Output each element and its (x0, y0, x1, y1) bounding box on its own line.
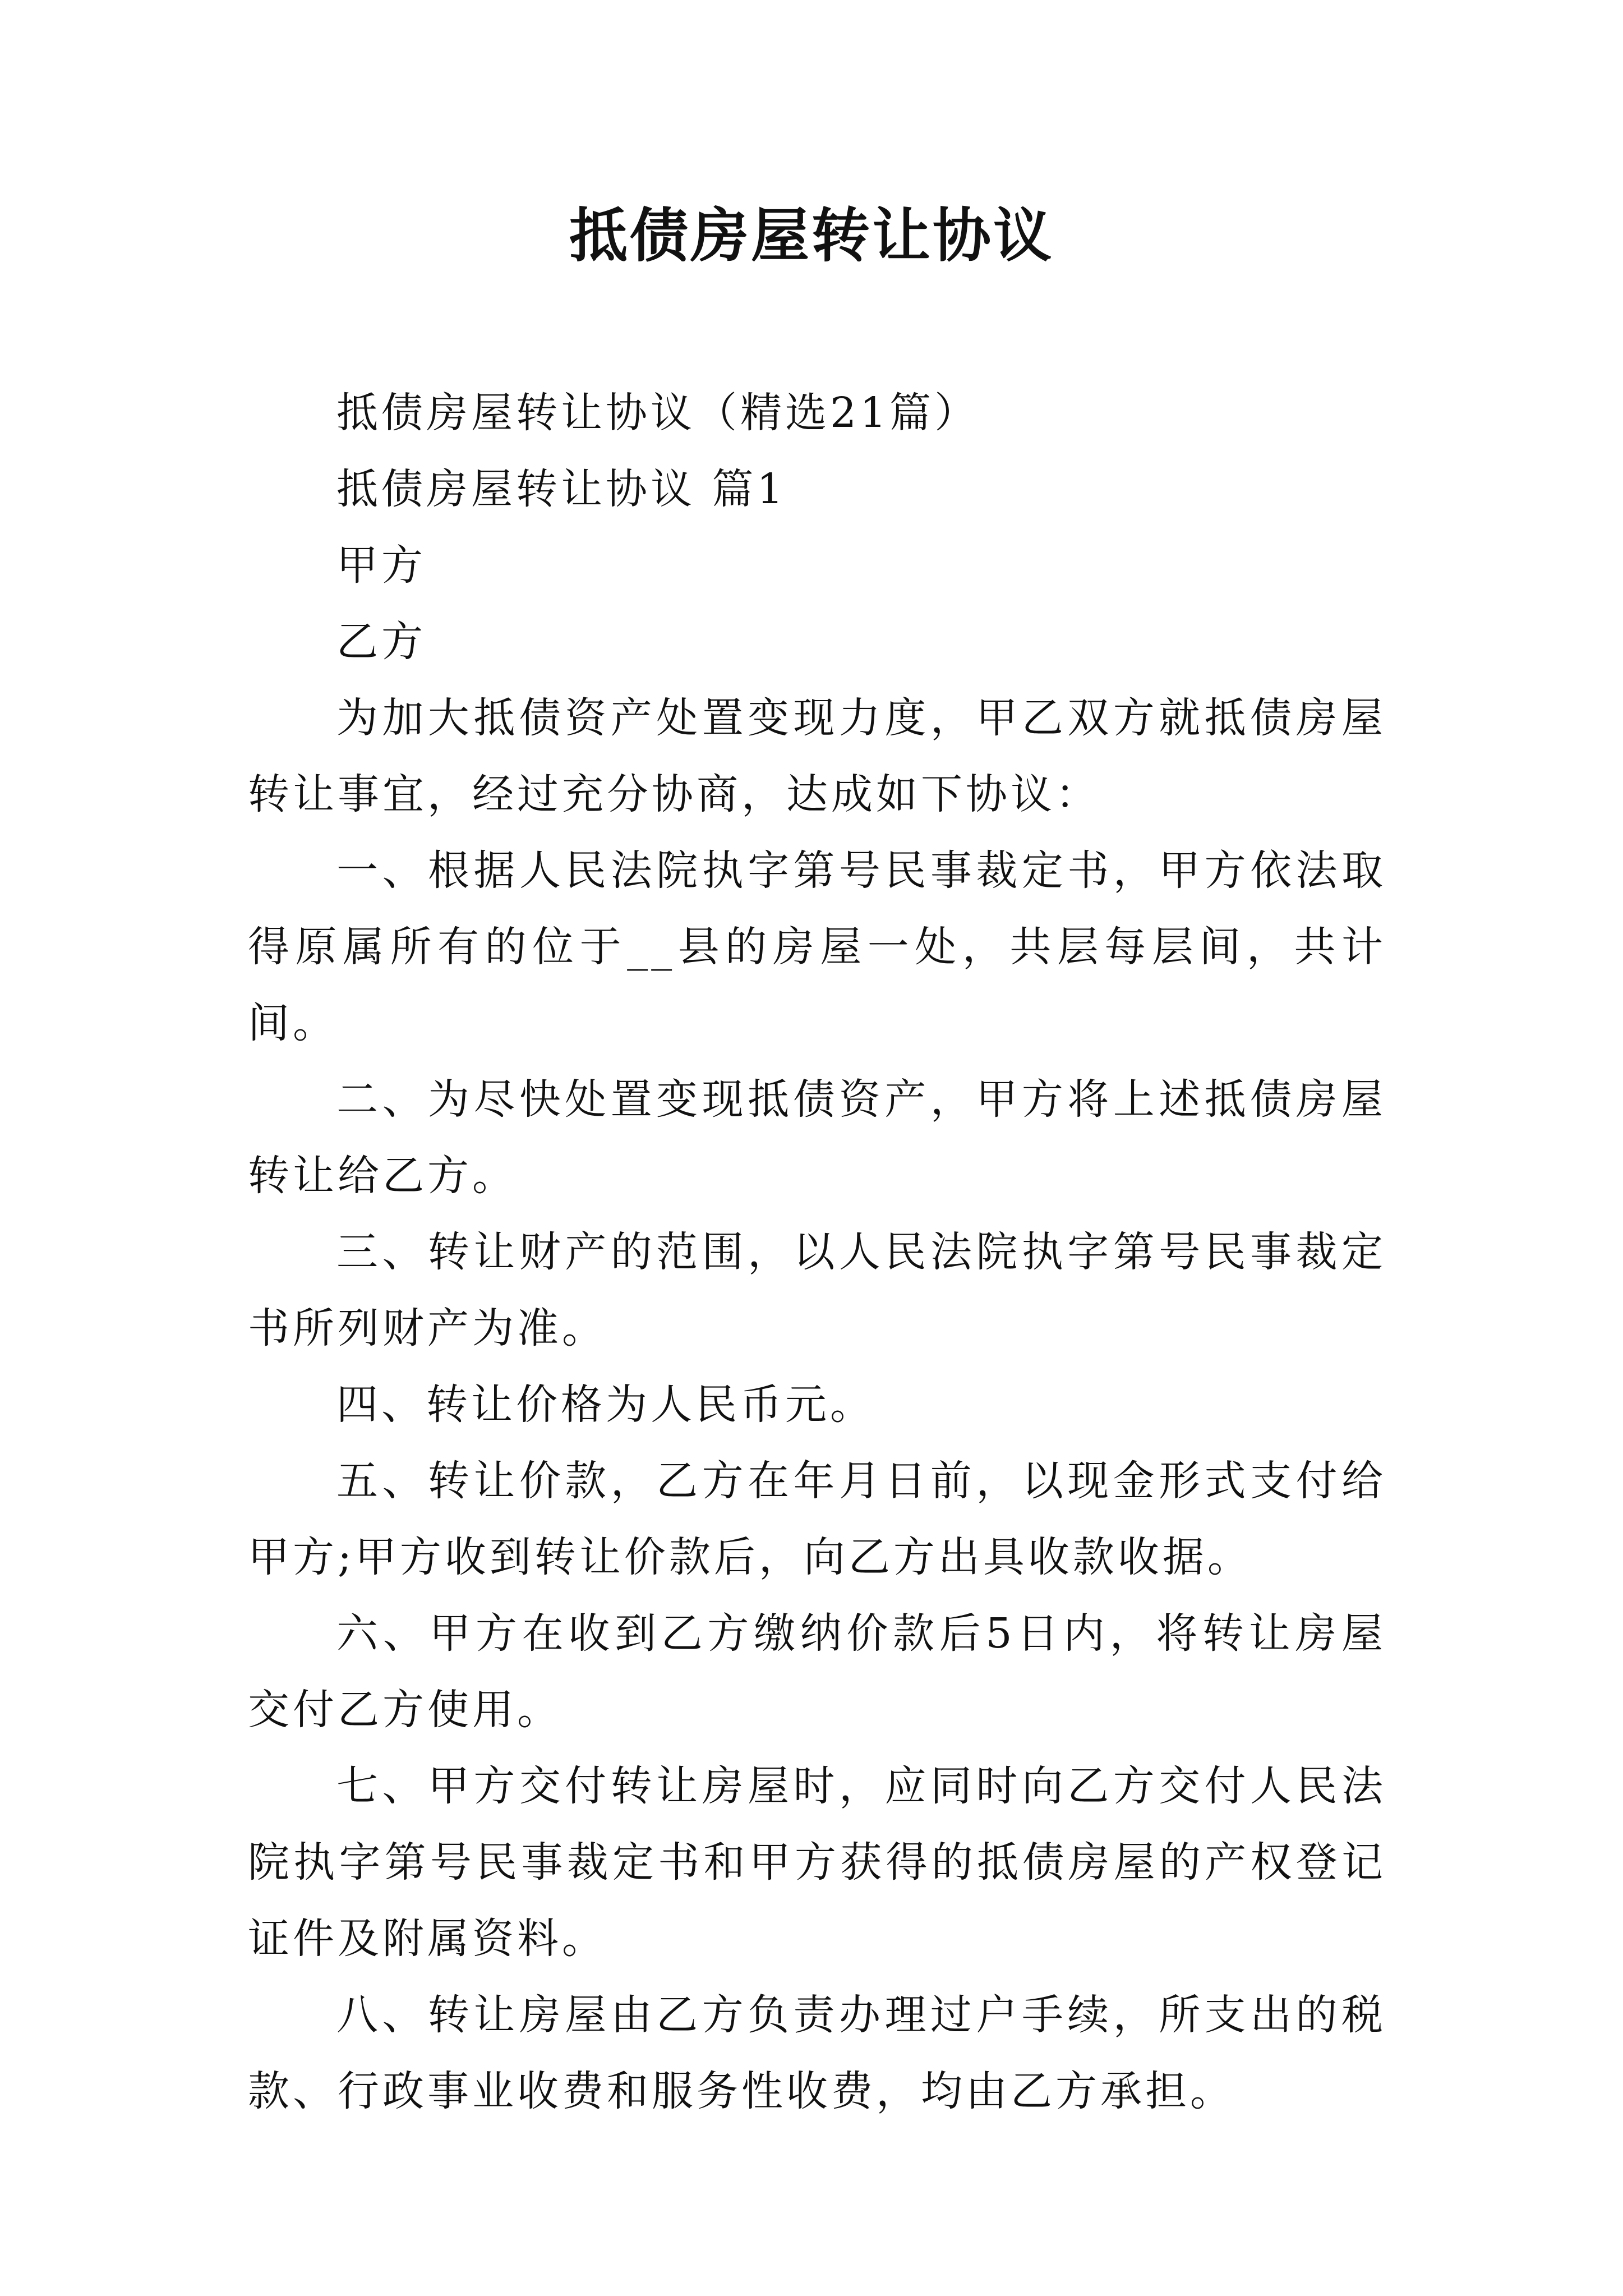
paragraph-clause-1: 一、根据人民法院执字第号民事裁定书，甲方依法取得原属所有的位于__县的房屋一处，共层每层间，共计间。 (248, 846, 1386, 1047)
paragraph-subtitle: 抵债房屋转让协议（精选21篇） (336, 389, 980, 437)
paragraph-clause-3: 三、转让财产的范围，以人民法院执字第号民事裁定书所列财产为准。 (248, 1228, 1386, 1352)
document-body (248, 375, 1386, 2129)
paragraph-clause-4: 四、转让价格为人民币元。 (336, 1381, 875, 1429)
paragraph-clause-5: 五、转让价款，乙方在年月日前，以现金形式支付给甲方;甲方收到转让价款后，向乙方出具收款收据。 (248, 1457, 1386, 1581)
paragraph-party-b: 乙方 (336, 618, 426, 666)
paragraph-party-a: 甲方 (336, 541, 426, 590)
paragraph-clause-6: 六、甲方在收到乙方缴纳价款后5日内，将转让房屋交付乙方使用。 (248, 1609, 1386, 1734)
paragraph-clause-8: 八、转让房屋由乙方负责办理过户手续，所支出的税款、行政事业收费和服务性收费，均由乙方承担。 (248, 1991, 1386, 2115)
paragraph-clause-7: 七、甲方交付转让房屋时，应同时向乙方交付人民法院执字第号民事裁定书和甲方获得的抵债房屋的产权登记证件及附属资料。 (248, 1762, 1386, 1963)
paragraph-clause-2: 二、为尽快处置变现抵债资产，甲方将上述抵债房屋转让给乙方。 (248, 1075, 1386, 1200)
paragraph-preamble: 为加大抵债资产处置变现力度，甲乙双方就抵债房屋转让事宜，经过充分协商，达成如下协议： (248, 694, 1386, 818)
paragraph-section-heading: 抵债房屋转让协议 篇1 (336, 465, 787, 513)
document-title: 抵债房屋转让协议 (569, 201, 1054, 270)
